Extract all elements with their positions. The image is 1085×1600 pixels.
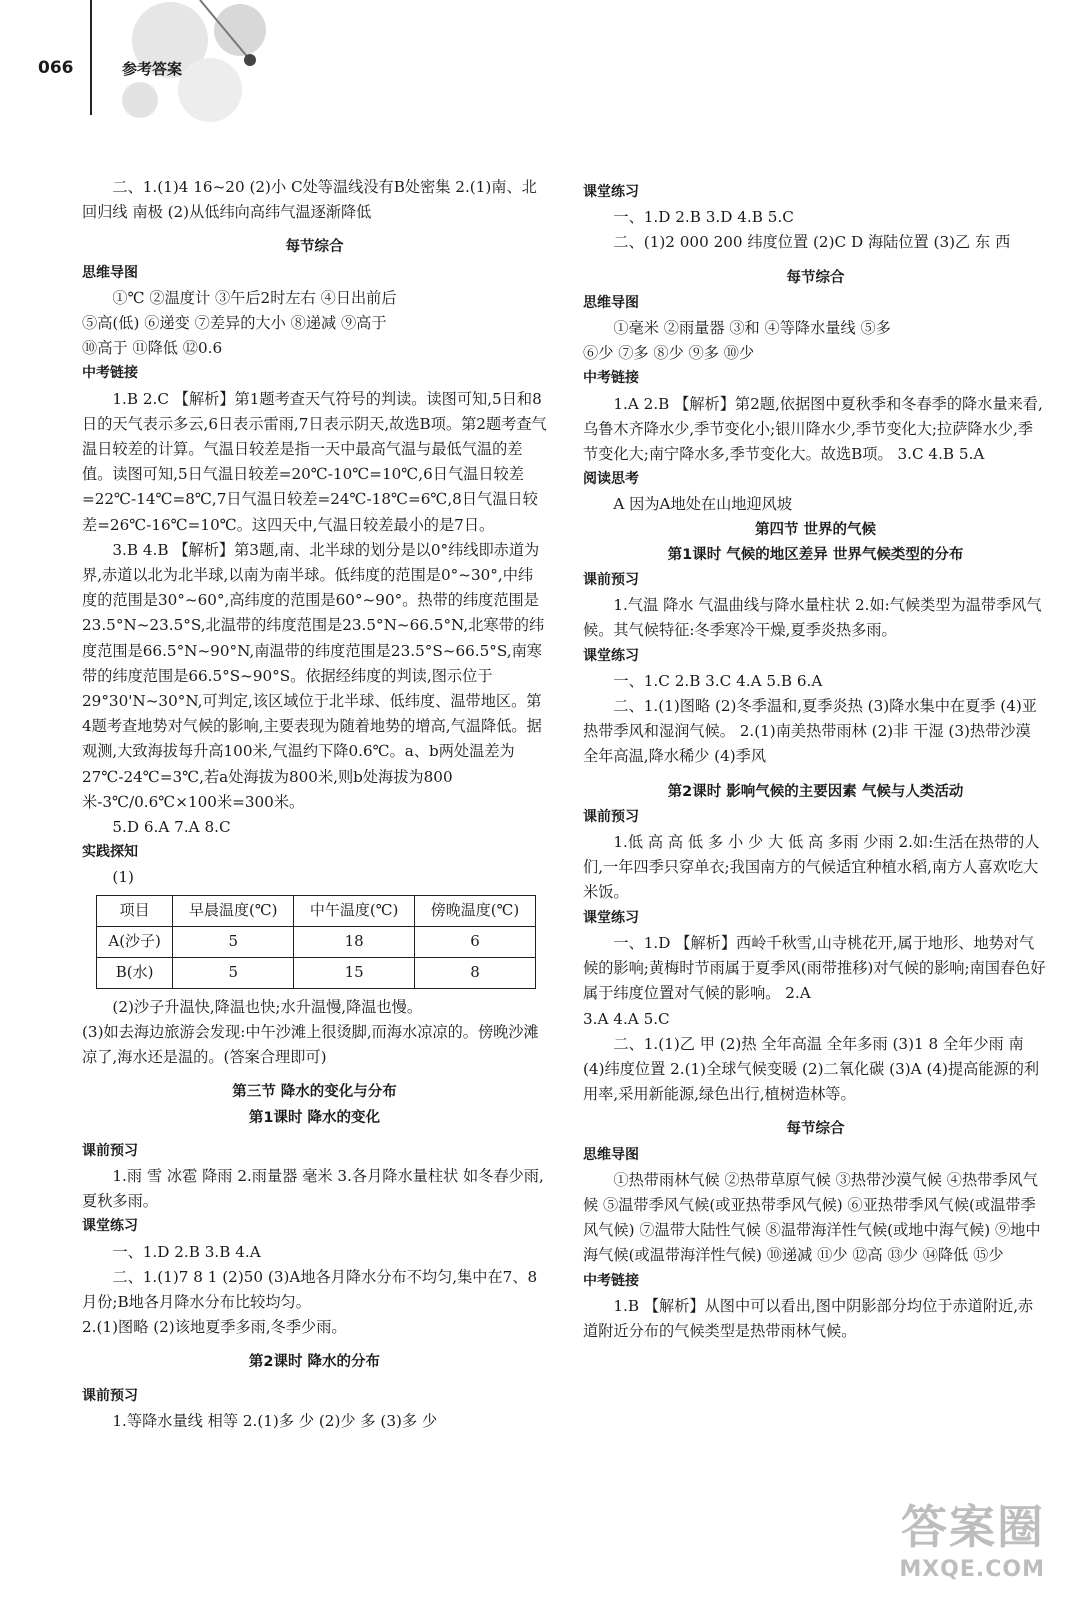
answer-paragraph: 二、(1)2 000 200 纬度位置 (2)C D 海陆位置 (3)乙 东 西: [613, 233, 1011, 252]
table-header-row: [97, 895, 536, 926]
table-cell: 5: [173, 926, 294, 957]
section-heading: 思维导图: [583, 1146, 639, 1163]
table-cell: 15: [294, 957, 415, 988]
section-heading: 课前预习: [82, 1142, 138, 1159]
answer-paragraph: 一、1.D 2.B 3.D 4.B 5.C: [613, 208, 794, 227]
table-cell: 18: [294, 926, 415, 957]
answer-paragraph: 1.低 高 高 低 多 小 少 大 低 高 多雨 少雨 2.如:生活在热带的人们,一年四季只穿单衣;我国南方的气候适宜种植水稻,南方人喜欢吃大米饭。: [583, 833, 1040, 902]
section-heading: 中考链接: [583, 370, 639, 387]
mind-map-line: ①毫米 ②雨量器 ③和 ④等降水量线 ⑤多: [613, 319, 891, 338]
section-heading: 课堂练习: [583, 184, 639, 200]
answer-paragraph: 3.A 4.A 5.C: [583, 1009, 670, 1028]
answer-paragraph: (2)沙子升温快,降温也快;水升温慢,降温也慢。: [112, 997, 423, 1016]
mind-map-line: ⑥少 ⑦多 ⑧少 ⑨多 ⑩少: [583, 344, 755, 363]
answer-paragraph: 一、1.D 2.B 3.B 4.A: [112, 1242, 261, 1261]
answer-paragraph: 1.B 【解析】从图中可以看出,图中阴影部分均位于赤道附近,赤道附近分布的气候类型是热带雨林气候。: [583, 1296, 1034, 1340]
section-heading: 课前预习: [82, 1387, 138, 1404]
section-heading: 课堂练习: [82, 1218, 138, 1235]
table-header-cell: 中午温度(℃): [294, 895, 415, 926]
section-heading: 阅读思考: [583, 471, 639, 488]
watermark: [899, 1491, 1045, 1582]
answer-paragraph: (3)如去海边旅游会发现:中午沙滩上很烫脚,而海水凉凉的。傍晚沙滩凉了,海水还是温的。(答案合理即可): [82, 1022, 539, 1067]
page-number: 066: [38, 58, 74, 78]
answer-paragraph: 一、1.D 【解析】西岭千秋雪,山寺桃花开,属于地形、地势对气候的影响;黄梅时节雨属于夏季风(雨带推移)对气候的影响;南国春色好属于纬度位置对气候的影响。 2.A: [583, 933, 1046, 1003]
page-title: 参考答案: [122, 60, 183, 78]
temperature-table: [96, 895, 536, 989]
right-column: [583, 180, 1048, 1344]
answer-paragraph: 1.B 2.C 【解析】第1题考查天气符号的判读。读图可知,5日和8日的天气表示多云,6日表示雷雨,7日表示阴天,故选B项。第2题考查气温日较差的计算。气温日较差是指一天中最高气温与最低气温的差值。读图可知,5日气温日较差=20℃-10℃=10℃,6日气温日较差=22℃-14℃=8℃,7日气温日较差=24℃-18℃=6℃,8日气温日较差=26℃-16℃=10℃。这四天中,气温日较差最小的是7日。: [82, 389, 547, 534]
mind-map-line: ⑩高于 ⑪降低 ⑫0.6: [82, 339, 223, 358]
table-header-cell: 早晨温度(℃): [173, 895, 294, 926]
answer-paragraph: 3.B 4.B 【解析】第3题,南、北半球的划分是以0°纬线即赤道为界,赤道以北为北半球,以南为南半球。低纬度的范围是0°~30°,中纬度的范围是30°~60°,高纬度的范围是60°~90°。热带的纬度范围是23.5°N~23.5°S,北温带的纬度范围是23.5°N~66.5°N,北寒带的纬度范围是66.5°N~90°N,南温带的纬度范围是23.5°S~66.5°S,南寒带的纬度范围是66.5°S~90°S。依据经纬度的判读,图示位于29°30'N~30°N,可判定,该区域位于北半球、低纬度、温带地区。第4题考查地势对气候的影响,主要表现为随着地势的增高,气温降低。据观测,大致海拔每升高100米,气温约下降0.6℃。a、b两处温差为27℃-24℃=3℃,若a处海拔为800米,则b处海拔为800米-3℃/0.6℃×100米=300米。: [82, 540, 545, 811]
left-column: [82, 175, 547, 1434]
answer-paragraph: 二、1.(1)乙 甲 (2)热 全年高温 全年多雨 (3)1 8 全年少雨 南 (4)纬度位置 2.(1)全球气候变暖 (2)二氧化碳 (3)A (4)提高能源的利用率,采用新能源,绿色出行,植树造林等。: [583, 1034, 1040, 1104]
lesson-title: 第2课时 降水的分布: [248, 1354, 381, 1371]
chapter-title: 第三节 降水的变化与分布: [232, 1084, 397, 1101]
practice-label: (1): [112, 868, 134, 887]
answer-paragraph: 1.雨 雪 冰雹 降雨 2.雨量器 毫米 3.各月降水量柱状 如冬春少雨,夏秋多雨。: [82, 1166, 544, 1211]
header-rule: [90, 0, 92, 115]
watermark-logo-text: 答案圈: [901, 1500, 1045, 1554]
answer-paragraph: 一、1.C 2.B 3.C 4.A 5.B 6.A: [613, 671, 823, 690]
answer-paragraph: 1.A 2.B 【解析】第2题,依据图中夏秋季和冬春季的降水量来看,乌鲁木齐降水少,季节变化小;银川降水少,季节变化大;拉萨降水少,季节变化大;南宁降水多,季节变化大。故选B项。 3.C 4.B 5.A: [583, 394, 1043, 464]
answer-paragraph: 二、1.(1)7 8 1 (2)50 (3)A地各月降水分布不均匀,集中在7、8月份;B地各月降水分布比较均匀。: [82, 1267, 538, 1311]
answer-paragraph: 二、1.(1)图略 (2)冬季温和,夏季炎热 (3)降水集中在夏季 (4)亚热带季风和湿润气候。 2.(1)南美热带雨林 (2)非 干湿 (3)热带沙漠 全年高温,降水稀少 (4)季风: [583, 697, 1037, 766]
answer-paragraph: A 因为A地处在山地迎风坡: [613, 495, 793, 514]
table-cell: 6: [415, 926, 536, 957]
lesson-title: 第1课时 降水的变化: [248, 1109, 381, 1126]
section-heading: 课前预习: [583, 572, 639, 589]
section-title: 每节综合: [285, 239, 344, 256]
section-heading: 实践探知: [82, 844, 138, 861]
table-cell: A(沙子): [97, 926, 173, 957]
answer-paragraph: 5.D 6.A 7.A 8.C: [112, 818, 231, 837]
watermark-url: MXQE.COM: [899, 1557, 1045, 1582]
answer-paragraph: 1.气温 降水 气温曲线与降水量柱状 2.如:气候类型为温带季风气候。其气候特征:冬季寒冷干燥,夏季炎热多雨。: [583, 596, 1042, 640]
answer-paragraph: 二、1.(1)4 16~20 (2)小 C处等温线没有B处密集 2.(1)南、北回归线 南极 (2)从低纬向高纬气温逐渐降低: [82, 178, 537, 222]
mind-map-line: ①℃ ②温度计 ③午后2时左右 ④日出前后: [112, 288, 397, 307]
answer-paragraph: 2.(1)图略 (2)该地夏季多雨,冬季少雨。: [82, 1318, 347, 1337]
section-heading: 课前预习: [583, 808, 639, 825]
mind-map-line: ①热带雨林气候 ②热带草原气候 ③热带沙漠气候 ④热带季风气候 ⑤温带季风气候(或亚热带季风气候) ⑥亚热带季风气候(或温带季风气候) ⑦温带大陆性气候 ⑧温带海洋性气候(或地中海气候) ⑨地中海气候(或温带海洋性气候) ⑩递减 ⑪少 ⑫高 ⑬少 ⑭降低 ⑮少: [583, 1170, 1041, 1265]
section-heading: 中考链接: [583, 1272, 639, 1289]
section-heading: 课堂练习: [583, 909, 639, 926]
mind-map-line: ⑤高(低) ⑥递变 ⑦差异的大小 ⑧递减 ⑨高于: [82, 314, 387, 333]
table-row: [97, 957, 536, 988]
table-cell: 5: [173, 957, 294, 988]
lesson-title: 第1课时 气候的地区差异 世界气候类型的分布: [667, 546, 964, 563]
table-cell: B(水): [97, 957, 173, 988]
section-heading: 思维导图: [82, 264, 138, 281]
section-heading: 课堂练习: [583, 647, 639, 664]
section-title: 每节综合: [786, 269, 845, 286]
page-header: [0, 0, 300, 160]
section-title: 每节综合: [786, 1121, 845, 1138]
table-row: [97, 926, 536, 957]
table-header-cell: 项目: [97, 895, 173, 926]
table-header-cell: 傍晚温度(℃): [415, 895, 536, 926]
section-heading: 思维导图: [583, 294, 639, 311]
section-heading: 中考链接: [82, 365, 138, 382]
table-cell: 8: [415, 957, 536, 988]
answer-paragraph: 1.等降水量线 相等 2.(1)多 少 (2)少 多 (3)多 少: [112, 1411, 438, 1430]
chapter-title: 第四节 世界的气候: [754, 521, 877, 538]
lesson-title: 第2课时 影响气候的主要因素 气候与人类活动: [667, 783, 964, 800]
